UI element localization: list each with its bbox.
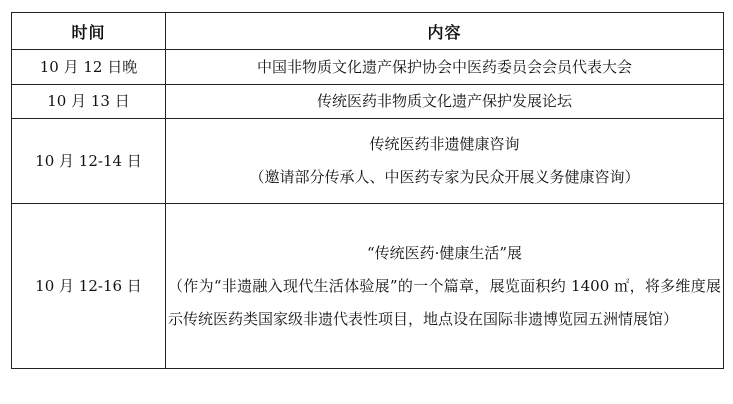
row-content — [166, 50, 724, 85]
row-time: 10 月 12-16 日 — [12, 204, 166, 369]
table-row — [12, 204, 724, 369]
header-content: 内容 — [166, 13, 724, 50]
header-time: 时间 — [12, 13, 166, 50]
row-time: 10 月 12-14 日 — [12, 119, 166, 204]
content-line: 传统医药非遗健康咨询 — [369, 135, 520, 153]
row-time: 10 月 13 日 — [12, 85, 166, 119]
row-content — [166, 85, 724, 119]
content-line: 传统医药非物质文化遗产保护发展论坛 — [316, 92, 572, 110]
content-line: “传统医药·健康生活”展 — [366, 243, 523, 262]
header-row — [12, 13, 724, 50]
schedule-table — [11, 12, 724, 369]
table-row — [12, 50, 724, 85]
row-time: 10 月 12 日晚 — [12, 50, 166, 85]
content-line: （邀请部分传承人、中医药专家为民众开展义务健康咨询） — [249, 168, 640, 186]
content-line: 中国非物质文化遗产保护协会中医药委员会会员代表大会 — [256, 57, 632, 76]
row-content — [166, 204, 724, 369]
content-detail: （作为“非遗融入现代生活体验展”的一个篇章，展览面积约 1400 ㎡，将多维度展示传统医药类国家级非遗代表性项目，地点设在国际非遗博览园五洲情展馆） — [168, 276, 721, 328]
table-row — [12, 85, 724, 119]
row-content — [166, 119, 724, 204]
table-row — [12, 119, 724, 204]
